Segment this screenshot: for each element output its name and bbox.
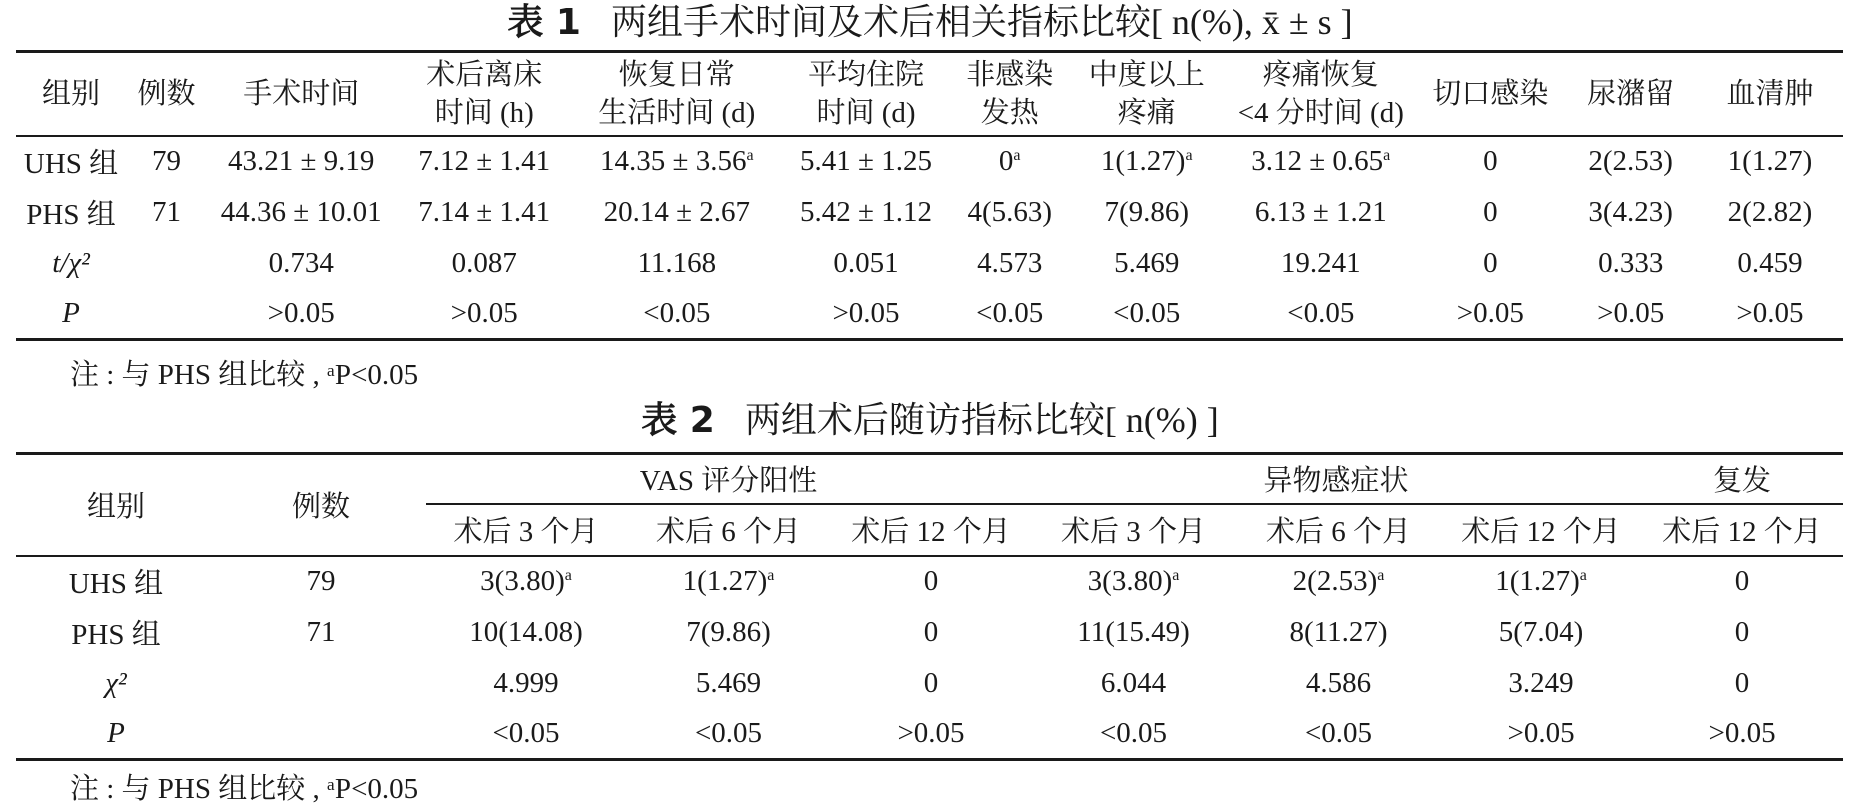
table-cell (1641, 556, 1843, 607)
table-cell (781, 136, 952, 187)
table1-col-header (1697, 52, 1843, 136)
table2-note: 注 : 与 PHS 组比较 , ᵃP<0.05 (70, 773, 419, 805)
table1-col-header (126, 52, 207, 136)
table-cell (1236, 658, 1441, 709)
table-row (16, 289, 1843, 340)
table-cell (1564, 187, 1697, 238)
table2 (16, 452, 1843, 761)
table-cell (1068, 238, 1225, 289)
cell-value: 6.13 ± 1.21 (1254, 195, 1387, 228)
table-row (16, 709, 1843, 760)
cell-value: 5.41 ± 1.25 (800, 145, 932, 177)
cell-value: 20.14 ± 2.67 (603, 195, 751, 228)
table-cell (626, 658, 831, 709)
table1-label: 表 1 (507, 2, 581, 43)
table2-subheader: 术后 3 个月 (426, 504, 626, 556)
cell-value: 1(1.27) (1727, 145, 1813, 177)
cell-value: 0.459 (1737, 246, 1803, 279)
cell-value: >0.05 (1507, 716, 1575, 749)
cell-value: 71 (151, 195, 181, 228)
table1-col-header (573, 52, 781, 136)
cell-value: 0 (1483, 145, 1498, 177)
table-cell (126, 187, 207, 238)
cell-value: >0.05 (1597, 296, 1665, 329)
table-cell (126, 238, 207, 289)
cell-value: 5.42 ± 1.12 (800, 195, 932, 228)
table2-body (16, 556, 1843, 760)
table-cell (426, 607, 626, 658)
col-header-group: 组别 (16, 454, 216, 556)
header-line: <4 分时间 (d) (1237, 96, 1404, 129)
cell-value: 10(14.08) (469, 615, 583, 648)
table-cell (626, 607, 831, 658)
header-line: 发热 (980, 96, 1039, 129)
row-label (16, 136, 126, 187)
cell-value: 0 (1734, 565, 1750, 597)
significance-marker: a (1377, 567, 1385, 584)
cell-value: 0 (1734, 615, 1750, 648)
table-cell (396, 289, 573, 340)
cell-value: UHS 组 (68, 568, 164, 600)
row-label (16, 607, 216, 658)
table-row (16, 658, 1843, 709)
cell-value: 5.469 (1114, 246, 1180, 279)
table2-subheader: 术后 12 个月 (1441, 504, 1641, 556)
table-cell (1225, 238, 1416, 289)
row-label (16, 709, 216, 760)
significance-marker: a (1185, 147, 1193, 164)
col-header-vas-positive: VAS 评分阳性 (426, 454, 1031, 504)
table-cell (1416, 136, 1564, 187)
cell-value: 3(4.23) (1588, 195, 1673, 228)
table-cell (426, 658, 626, 709)
cell-value: 2(2.82) (1727, 195, 1813, 228)
cell-value: P (107, 716, 125, 749)
header-line: 生活时间 (d) (598, 96, 756, 129)
table1-col-header (16, 52, 126, 136)
table-cell (207, 238, 396, 289)
significance-marker: a (564, 567, 572, 584)
row-label (16, 556, 216, 607)
table-cell (1441, 556, 1641, 607)
cell-value: 1(1.27) (1495, 565, 1580, 597)
cell-value: 8(11.27) (1289, 615, 1388, 648)
table-row (16, 136, 1843, 187)
cell-value: 4(5.63) (967, 195, 1053, 228)
col-header-foreign-body-sensation: 异物感症状 (1031, 454, 1641, 504)
table-cell (1564, 289, 1697, 340)
table-cell (831, 709, 1031, 760)
table1-header-row (16, 52, 1843, 136)
cell-value: <0.05 (1099, 716, 1168, 749)
table1-col-header (951, 52, 1068, 136)
significance-marker: a (746, 147, 754, 164)
table-cell (207, 187, 396, 238)
table-cell (216, 658, 426, 709)
header-line: 时间 (h) (434, 96, 534, 129)
header-line: 组别 (42, 77, 101, 110)
cell-value: <0.05 (1113, 296, 1181, 329)
header-line: 中度以上 (1088, 58, 1205, 91)
table-cell (1068, 136, 1225, 187)
table-cell (1641, 709, 1843, 760)
col-header-recurrence: 复发 (1641, 454, 1843, 504)
table-row (16, 556, 1843, 607)
table2-subheader: 术后 12 个月 (831, 504, 1031, 556)
cell-value: >0.05 (1736, 296, 1804, 329)
table1-col-header (396, 52, 573, 136)
table-cell (396, 136, 573, 187)
header-line: 恢复日常 (618, 58, 735, 91)
table-cell (426, 556, 626, 607)
significance-marker: a (767, 567, 775, 584)
header-line: 疼痛 (1117, 96, 1176, 129)
cell-value: 7(9.86) (686, 615, 771, 648)
table1-col-header (1068, 52, 1225, 136)
significance-marker: a (1579, 567, 1587, 584)
table2-caption: 两组术后随访指标比较[ n(%) ] (744, 400, 1219, 440)
table-cell (1697, 238, 1843, 289)
cell-value: 11(15.49) (1077, 615, 1190, 648)
table1-col-header (781, 52, 952, 136)
cell-value: PHS 组 (26, 198, 116, 231)
table-cell (1068, 187, 1225, 238)
cell-value: 14.35 ± 3.56 (600, 145, 747, 177)
row-label (16, 289, 126, 340)
table2-subheader: 术后 6 个月 (626, 504, 831, 556)
table1-col-header (1564, 52, 1697, 136)
table1 (16, 50, 1843, 341)
cell-value: >0.05 (450, 296, 518, 329)
table-cell (1697, 136, 1843, 187)
cell-value: PHS 组 (71, 618, 161, 651)
cell-value: 2(2.53) (1292, 565, 1378, 597)
table2-subheader: 术后 6 个月 (1236, 504, 1441, 556)
table-cell (1225, 187, 1416, 238)
table-cell (207, 289, 396, 340)
cell-value: >0.05 (1456, 296, 1524, 329)
table-cell (1031, 709, 1236, 760)
cell-value: 0 (923, 666, 939, 699)
table1-note: 注 : 与 PHS 组比较 , ᵃP<0.05 (70, 359, 419, 391)
col-header-count: 例数 (216, 454, 426, 556)
table-cell (216, 709, 426, 760)
header-line: 非感染 (966, 58, 1054, 91)
cell-value: t/χ² (52, 246, 90, 279)
cell-value: 79 (151, 145, 181, 177)
header-line: 尿潴留 (1587, 77, 1675, 110)
cell-value: 7.14 ± 1.41 (418, 195, 551, 228)
table-cell (426, 709, 626, 760)
table1-col-header (207, 52, 396, 136)
table-cell (1641, 607, 1843, 658)
cell-value: 4.573 (977, 246, 1043, 279)
table-cell (781, 187, 952, 238)
table-cell (831, 556, 1031, 607)
cell-value: <0.05 (1304, 716, 1373, 749)
table2-label: 表 2 (641, 400, 715, 441)
cell-value: 0.333 (1598, 246, 1664, 279)
cell-value: <0.05 (492, 716, 560, 749)
table-cell (831, 658, 1031, 709)
cell-value: 0 (998, 145, 1014, 177)
table-cell (626, 709, 831, 760)
table-cell (1641, 658, 1843, 709)
cell-value: 0 (923, 615, 939, 648)
cell-value: <0.05 (976, 296, 1044, 329)
table-cell (396, 187, 573, 238)
table2-title (0, 398, 1860, 443)
cell-value: 79 (306, 565, 336, 597)
significance-marker: a (1383, 147, 1391, 164)
cell-value: <0.05 (1287, 296, 1355, 329)
table-cell (1225, 136, 1416, 187)
table-cell (1031, 556, 1236, 607)
table-cell (216, 607, 426, 658)
table-cell (1225, 289, 1416, 340)
cell-value: >0.05 (1708, 716, 1776, 749)
cell-value: 6.044 (1100, 666, 1167, 699)
table-cell (1564, 238, 1697, 289)
cell-value: 3(3.80) (1087, 565, 1173, 597)
cell-value: 7.12 ± 1.41 (418, 145, 551, 177)
header-line: 时间 (d) (816, 96, 916, 129)
cell-value: 5.469 (695, 666, 762, 699)
cell-value: 4.999 (493, 666, 559, 699)
table-cell (573, 289, 781, 340)
table-cell (573, 238, 781, 289)
table-cell (831, 607, 1031, 658)
table-cell (781, 289, 952, 340)
table1-col-header (1416, 52, 1564, 136)
row-label (16, 187, 126, 238)
cell-value: 0 (1734, 666, 1750, 699)
cell-value: 44.36 ± 10.01 (220, 195, 382, 228)
cell-value: P (62, 296, 80, 329)
table2-subheader: 术后 12 个月 (1641, 504, 1843, 556)
cell-value: 1(1.27) (1100, 145, 1186, 177)
cell-value: UHS 组 (23, 148, 119, 180)
table-cell (1416, 187, 1564, 238)
table-cell (781, 238, 952, 289)
cell-value: <0.05 (643, 296, 711, 329)
table-cell (626, 556, 831, 607)
table1-title (0, 0, 1860, 45)
table-cell (951, 238, 1068, 289)
header-line: 术后离床 (426, 58, 543, 91)
table-cell (573, 136, 781, 187)
cell-value: 0.087 (451, 246, 517, 279)
cell-value: 4.586 (1305, 666, 1372, 699)
cell-value: >0.05 (897, 716, 965, 749)
significance-marker: a (1013, 147, 1021, 164)
header-line: 手术时间 (243, 77, 360, 110)
table-cell (951, 136, 1068, 187)
table-cell (207, 136, 396, 187)
table-cell (1068, 289, 1225, 340)
cell-value: 7(9.86) (1104, 195, 1190, 228)
table-cell (126, 136, 207, 187)
table-cell (126, 289, 207, 340)
cell-value: 43.21 ± 9.19 (227, 145, 375, 177)
table-cell (1441, 658, 1641, 709)
cell-value: 3.12 ± 0.65 (1251, 145, 1384, 177)
table-cell (1416, 289, 1564, 340)
table-cell (951, 187, 1068, 238)
cell-value: χ² (105, 666, 127, 699)
cell-value: 0.051 (833, 246, 899, 279)
table-cell (1564, 136, 1697, 187)
table-cell (1236, 607, 1441, 658)
row-label (16, 658, 216, 709)
table-cell (573, 187, 781, 238)
table1-col-header (1225, 52, 1416, 136)
table2-header-row-1 (16, 454, 1843, 504)
cell-value: 5(7.04) (1498, 615, 1584, 648)
table-cell (1441, 607, 1641, 658)
cell-value: 0 (1483, 195, 1498, 228)
cell-value: 0 (1483, 246, 1498, 279)
cell-value: 11.168 (637, 246, 717, 279)
table-row (16, 238, 1843, 289)
table-row (16, 187, 1843, 238)
table-cell (1416, 238, 1564, 289)
cell-value: 0 (923, 565, 939, 597)
cell-value: 19.241 (1280, 246, 1361, 279)
table-cell (396, 238, 573, 289)
header-line: 血清肿 (1726, 77, 1814, 110)
header-line: 切口感染 (1432, 77, 1549, 110)
header-line: 疼痛恢复 (1262, 58, 1379, 91)
header-line: 平均住院 (808, 58, 925, 91)
cell-value: 0.734 (268, 246, 334, 279)
header-line: 例数 (137, 77, 196, 110)
cell-value: 71 (306, 615, 336, 648)
cell-value: 3.249 (1508, 666, 1574, 699)
cell-value: >0.05 (267, 296, 335, 329)
cell-value: >0.05 (832, 296, 900, 329)
table-row (16, 607, 1843, 658)
table-cell (1031, 607, 1236, 658)
table-cell (1441, 709, 1641, 760)
table-cell (1031, 658, 1236, 709)
cell-value: 3(3.80) (480, 565, 565, 597)
table-cell (216, 556, 426, 607)
table-cell (1697, 289, 1843, 340)
table1-body (16, 136, 1843, 340)
table-cell (1236, 556, 1441, 607)
row-label (16, 238, 126, 289)
table1-caption: 两组手术时间及术后相关指标比较[ n(%), x̄ ± s ] (610, 2, 1353, 42)
cell-value: <0.05 (694, 716, 763, 749)
table2-subheader: 术后 3 个月 (1031, 504, 1236, 556)
table-cell (1236, 709, 1441, 760)
significance-marker: a (1172, 567, 1180, 584)
cell-value: 2(2.53) (1588, 145, 1673, 177)
table-cell (951, 289, 1068, 340)
cell-value: 1(1.27) (682, 565, 768, 597)
table-cell (1697, 187, 1843, 238)
